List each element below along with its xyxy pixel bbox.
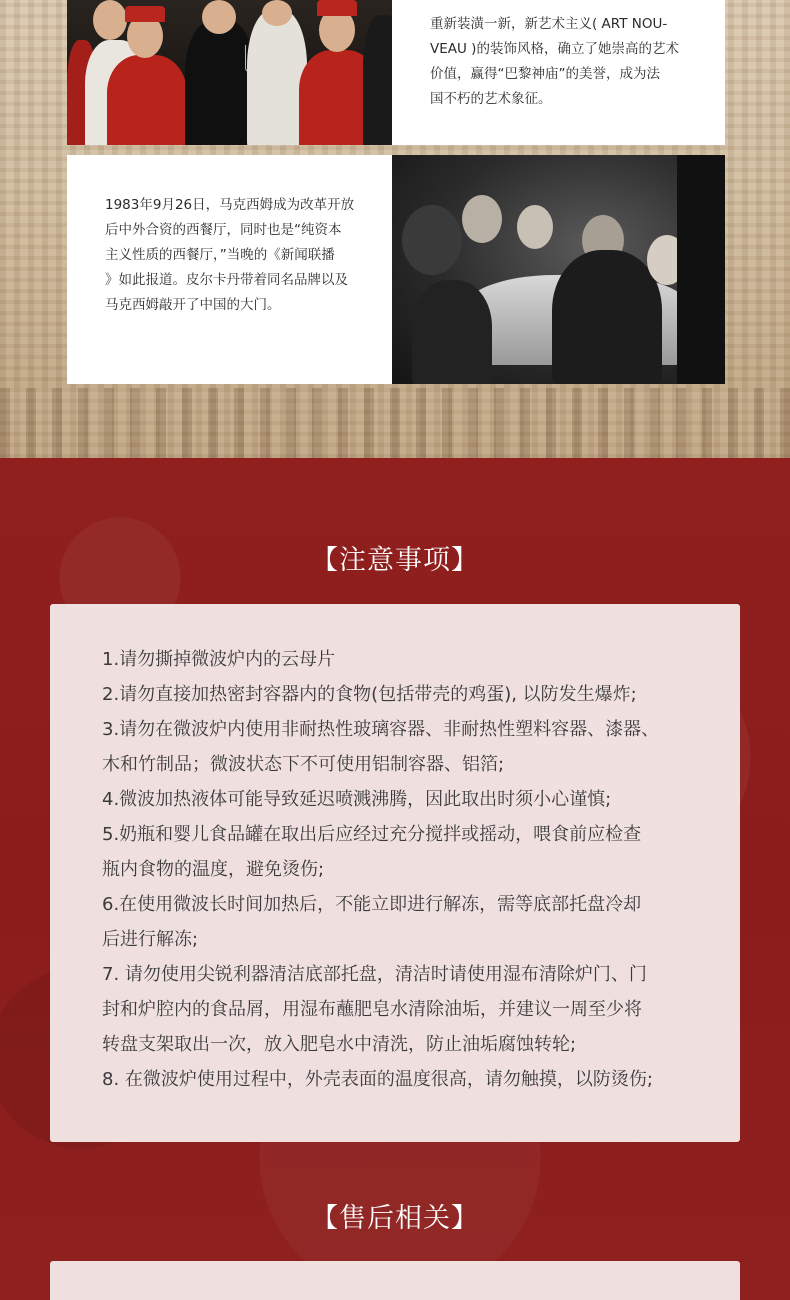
notice-line: 4.微波加热液体可能导致延迟喷溅沸腾，因此取出时须小心谨慎;	[102, 789, 612, 810]
history-text-card-1	[392, 0, 725, 145]
notice-line: 8. 在微波炉使用过程中，外壳表面的温度很高，请勿触摸，以防烫伤;	[102, 1069, 653, 1090]
photo-figure	[363, 15, 392, 145]
photo-figure-head	[517, 205, 553, 249]
history-text-line: 重新装潢一新，新艺术主义( ART NOU-	[430, 16, 668, 32]
history-text-line: 马克西姆敲开了中国的大门。	[105, 297, 281, 313]
photo-figure	[107, 55, 187, 145]
photo-figure	[402, 205, 462, 275]
notice-line: 瓶内食物的温度，避免烫伤;	[102, 859, 325, 880]
photo-figure	[247, 10, 307, 145]
notice-box	[50, 604, 740, 1142]
photo-figure	[552, 250, 662, 384]
history-text-line: 1983年9月26日，马克西姆成为改革开放	[105, 197, 355, 213]
notice-line: 3.请勿在微波炉内使用非耐热性玻璃容器、非耐热性塑料容器、漆器、	[102, 719, 660, 740]
photo-figure-head	[462, 195, 502, 243]
history-text-line: 后中外合资的西餐厅，同时也是“纯资本	[105, 222, 342, 238]
aftersale-title: 【售后相关】	[311, 1203, 479, 1234]
history-text-line: 主义性质的西餐厅，”当晚的《新闻联播	[105, 247, 335, 263]
bellhop-cap	[125, 6, 165, 22]
aftersale-box	[50, 1261, 740, 1300]
notice-line: 木和竹制品；微波状态下不可使用铝制容器、铝箔;	[102, 754, 505, 775]
photo-figure-head	[93, 0, 127, 40]
notice-line: 转盘支架取出一次，放入肥皂水中清洗，防止油垢腐蚀转轮;	[102, 1034, 577, 1055]
notice-line: 封和炉腔内的食品屑，用湿布蘸肥皂水清除油垢，并建议一周至少将	[102, 999, 642, 1020]
photo-figure	[677, 155, 725, 384]
history-text-line: VEAU )的装饰风格，确立了她崇高的艺术	[430, 41, 679, 57]
history-text-card-2	[67, 155, 392, 384]
photo-figure	[412, 280, 492, 384]
notice-line: 2.请勿直接加热密封容器内的食物(包括带壳的鸡蛋), 以防发生爆炸;	[102, 684, 637, 705]
notice-line: 1.请勿撕掉微波炉内的云母片	[102, 649, 336, 670]
notice-line: 7. 请勿使用尖锐利器清洁底部托盘，清洁时请使用湿布清除炉门、门	[102, 964, 647, 985]
history-text-line: 》如此报道。皮尔卡丹带着同名品牌以及	[105, 272, 348, 288]
notice-title: 【注意事项】	[311, 545, 479, 576]
historic-photo-dinner	[392, 155, 725, 384]
historic-photo-bellhops	[67, 0, 392, 145]
photo-figure-head	[262, 0, 292, 26]
photo-figure-head	[202, 0, 236, 34]
red-section	[0, 458, 790, 1300]
notice-line: 5.奶瓶和婴儿食品罐在取出后应经过充分搅拌或摇动，喂食前应检查	[102, 824, 642, 845]
history-text-line: 价值，赢得“巴黎神庙”的美誉，成为法	[430, 66, 660, 82]
notice-line: 6.在使用微波长时间加热后，不能立即进行解冻，需等底部托盘冷却	[102, 894, 642, 915]
history-section	[0, 0, 790, 458]
notice-line: 后进行解冻;	[102, 929, 199, 950]
bellhop-cap	[317, 0, 357, 16]
photo-figure	[185, 20, 255, 145]
history-text-line: 国不朽的艺术象征。	[430, 91, 552, 107]
